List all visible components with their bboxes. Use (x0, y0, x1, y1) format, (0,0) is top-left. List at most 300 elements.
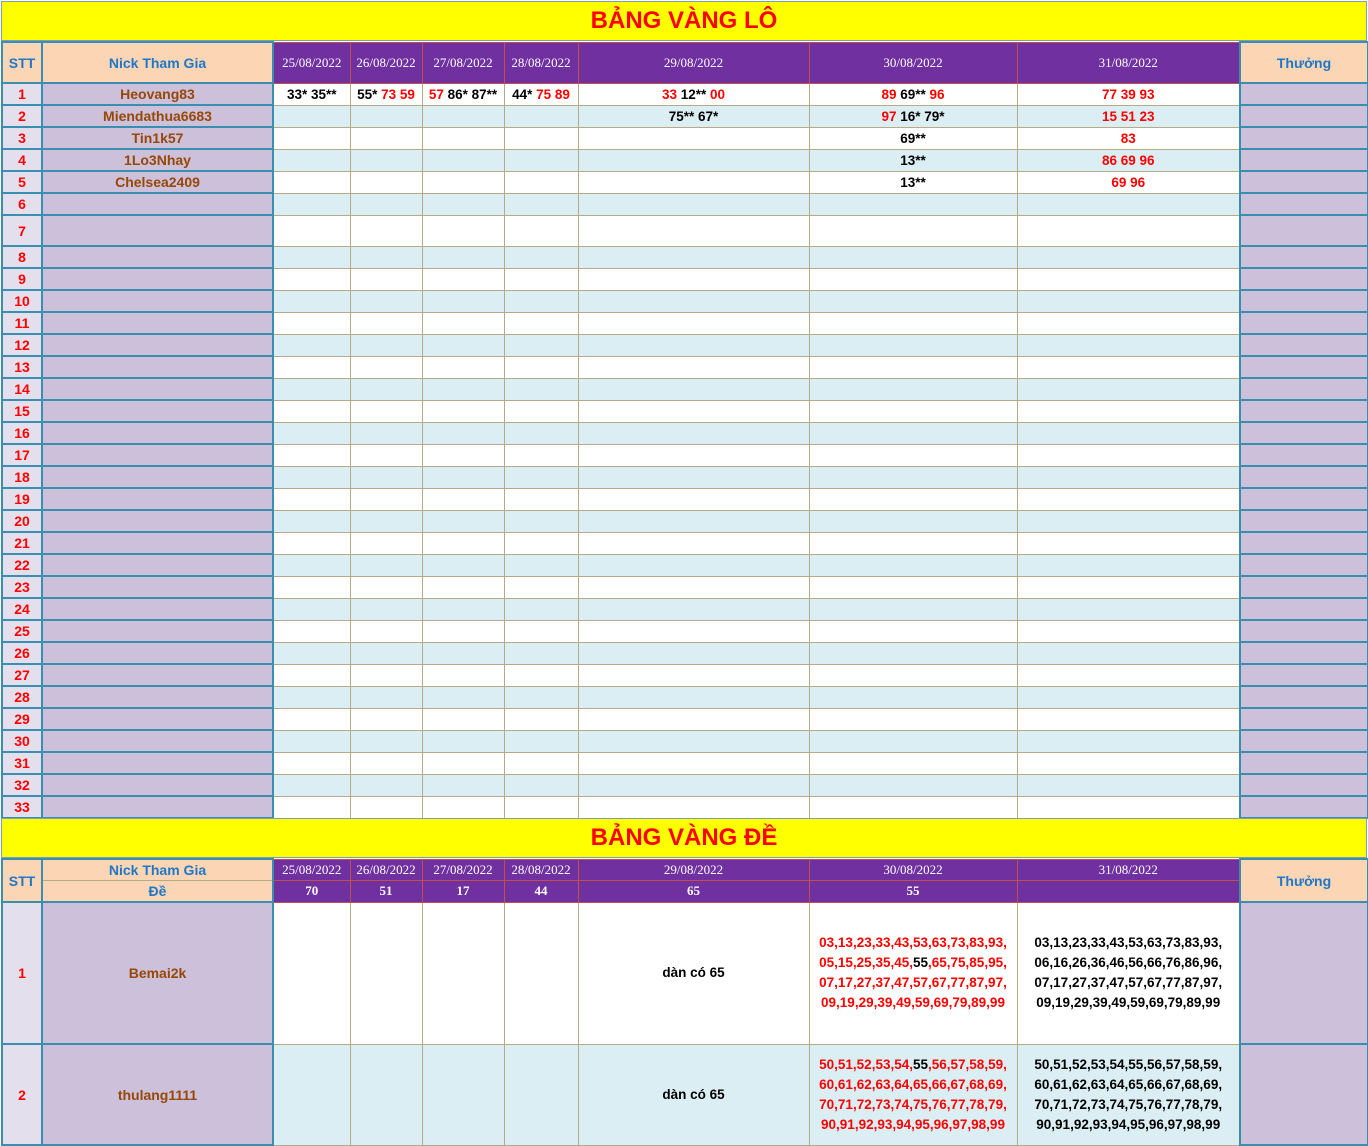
entry-number: 83 (1120, 130, 1136, 146)
entry-cell (504, 488, 578, 510)
table-row (2, 356, 1368, 378)
entry-number: 03,13,23,33,43,53,63,73,83,93, (819, 935, 1007, 950)
entry-cell (578, 127, 809, 149)
thuong-cell (1240, 246, 1368, 268)
entry-cell (422, 466, 504, 488)
entry-cell (1017, 444, 1240, 466)
entry-cell (1017, 171, 1240, 193)
entry-cell (578, 444, 809, 466)
lo-header-row (2, 42, 1368, 83)
entry-cell (273, 400, 350, 422)
entry-number: 05,15,25,35,45, (819, 955, 913, 970)
entry-cell (809, 400, 1017, 422)
stt-cell: 8 (2, 246, 42, 268)
entry-number: 86 69 96 (1101, 152, 1155, 168)
stt-cell: 2 (2, 105, 42, 127)
entry-cell (504, 171, 578, 193)
entry-cell (504, 774, 578, 796)
entry-number: 16* 79* (900, 108, 945, 124)
entry-cell (809, 620, 1017, 642)
entry-cell (578, 466, 809, 488)
entry-cell (422, 127, 504, 149)
entry-number: 96 (929, 86, 945, 102)
entry-cell (273, 902, 350, 1044)
stt-header: STT (2, 42, 42, 83)
entry-cell (422, 334, 504, 356)
entry-cell (273, 290, 350, 312)
entry-cell (504, 510, 578, 532)
table-row (2, 466, 1368, 488)
entry-cell (1017, 708, 1240, 730)
entry-cell (350, 902, 422, 1044)
stt-cell: 13 (2, 356, 42, 378)
entry-cell (273, 752, 350, 774)
entry-cell (578, 246, 809, 268)
entry-cell (809, 312, 1017, 334)
date-header: 26/08/2022 (350, 859, 422, 880)
entry-cell (350, 730, 422, 752)
entry-cell (809, 127, 1017, 149)
entry-cell (1017, 752, 1240, 774)
entry-cell (504, 290, 578, 312)
entry-cell (350, 83, 422, 105)
thuong-cell (1240, 334, 1368, 356)
entry-number: 57 (428, 86, 448, 102)
entry-cell (350, 1044, 422, 1145)
entry-cell (809, 730, 1017, 752)
entry-cell (350, 378, 422, 400)
nick-cell (42, 686, 273, 708)
entry-number: dàn có 65 (662, 965, 725, 980)
table-row (2, 686, 1368, 708)
table-row (2, 902, 1368, 1044)
nick-cell (42, 268, 273, 290)
nick-cell (42, 576, 273, 598)
thuong-cell (1240, 598, 1368, 620)
entry-number: 07,17,27,37,47,57,67,77,87,97, (819, 975, 1007, 990)
entry-cell (422, 752, 504, 774)
thuong-cell (1240, 215, 1368, 246)
entry-cell (504, 708, 578, 730)
nick-cell (42, 312, 273, 334)
date-header: 30/08/2022 (809, 42, 1017, 83)
table-row (2, 290, 1368, 312)
entry-cell (350, 708, 422, 730)
entry-cell (1017, 334, 1240, 356)
thuong-cell (1240, 554, 1368, 576)
entry-cell (809, 83, 1017, 105)
entry-cell (578, 1044, 809, 1145)
entry-cell (273, 730, 350, 752)
result-cell: 65 (578, 880, 809, 902)
entry-cell (578, 620, 809, 642)
stt-cell: 11 (2, 312, 42, 334)
entry-cell (578, 686, 809, 708)
entry-cell (422, 774, 504, 796)
entry-cell (578, 83, 809, 105)
entry-cell (578, 422, 809, 444)
thuong-header: Thưởng (1240, 859, 1368, 902)
entry-cell (350, 620, 422, 642)
stt-cell: 30 (2, 730, 42, 752)
thuong-cell (1240, 510, 1368, 532)
entry-cell (809, 1044, 1017, 1145)
entry-cell (1017, 686, 1240, 708)
stt-cell: 24 (2, 598, 42, 620)
entry-cell (578, 193, 809, 215)
entry-cell (1017, 193, 1240, 215)
entry-cell (273, 466, 350, 488)
stt-cell: 4 (2, 149, 42, 171)
entry-cell (809, 378, 1017, 400)
entry-cell (1017, 290, 1240, 312)
date-header: 27/08/2022 (422, 42, 504, 83)
stt-header: STT (2, 859, 42, 902)
entry-cell (273, 83, 350, 105)
nick-cell (42, 466, 273, 488)
thuong-cell (1240, 488, 1368, 510)
nick-header: Nick Tham Gia (42, 42, 273, 83)
nick-cell (42, 193, 273, 215)
entry-cell (422, 378, 504, 400)
entry-number: 50,51,52,53,54, (819, 1056, 913, 1072)
entry-cell (504, 598, 578, 620)
stt-cell: 27 (2, 664, 42, 686)
entry-cell (578, 576, 809, 598)
stt-cell: 19 (2, 488, 42, 510)
entry-cell (1017, 730, 1240, 752)
nick-cell (42, 334, 273, 356)
entry-number: 50,51,52,53,54,55,56,57,58,59, (1034, 1056, 1223, 1072)
entry-cell (273, 708, 350, 730)
thuong-cell (1240, 902, 1368, 1044)
entry-number: 75** 67* (668, 108, 719, 124)
entry-number: 00 (710, 86, 726, 102)
thuong-cell (1240, 171, 1368, 193)
stt-cell: 28 (2, 686, 42, 708)
entry-cell (809, 105, 1017, 127)
entry-cell (809, 488, 1017, 510)
date-header: 25/08/2022 (273, 859, 350, 880)
entry-cell (422, 730, 504, 752)
nick-cell (42, 752, 273, 774)
table-row (2, 83, 1368, 105)
entry-cell (1017, 105, 1240, 127)
entry-cell (578, 642, 809, 664)
entry-cell (809, 193, 1017, 215)
stt-cell: 10 (2, 290, 42, 312)
entry-cell (578, 171, 809, 193)
thuong-header: Thưởng (1240, 42, 1368, 83)
result-cell: 44 (504, 880, 578, 902)
entry-cell (1017, 356, 1240, 378)
entry-cell (273, 532, 350, 554)
entry-cell (504, 444, 578, 466)
entry-cell (809, 290, 1017, 312)
entry-number: 03,13,23,33,43,53,63,73,83,93, (1034, 935, 1223, 950)
thuong-cell (1240, 1044, 1368, 1145)
entry-cell (350, 356, 422, 378)
entry-cell (350, 215, 422, 246)
entry-cell (504, 466, 578, 488)
stt-cell: 7 (2, 215, 42, 246)
nick-header: Nick Tham Gia (42, 859, 273, 880)
entry-cell (578, 356, 809, 378)
table-row (2, 532, 1368, 554)
nick-cell (42, 598, 273, 620)
thuong-cell (1240, 127, 1368, 149)
table-row (2, 246, 1368, 268)
nick-cell: Tin1k57 (42, 127, 273, 149)
entry-cell (422, 576, 504, 598)
entry-cell (273, 554, 350, 576)
entry-cell (1017, 215, 1240, 246)
entry-cell (578, 400, 809, 422)
stt-cell: 9 (2, 268, 42, 290)
nick-cell (42, 708, 273, 730)
thuong-cell (1240, 532, 1368, 554)
entry-cell (504, 664, 578, 686)
thuong-cell (1240, 730, 1368, 752)
thuong-cell (1240, 83, 1368, 105)
entry-cell (350, 400, 422, 422)
entry-cell (422, 902, 504, 1044)
date-header: 31/08/2022 (1017, 42, 1240, 83)
entry-cell (1017, 127, 1240, 149)
entry-cell (809, 902, 1017, 1044)
date-header: 28/08/2022 (504, 859, 578, 880)
entry-cell (809, 422, 1017, 444)
entry-cell (504, 400, 578, 422)
stt-cell: 3 (2, 127, 42, 149)
entry-cell (504, 422, 578, 444)
entry-cell (273, 171, 350, 193)
entry-cell (350, 149, 422, 171)
entry-cell (809, 246, 1017, 268)
entry-cell (1017, 83, 1240, 105)
entry-cell (273, 378, 350, 400)
entry-cell (504, 268, 578, 290)
thuong-cell (1240, 774, 1368, 796)
date-header: 31/08/2022 (1017, 859, 1240, 880)
entry-cell (422, 83, 504, 105)
table-row (2, 708, 1368, 730)
entry-cell (504, 532, 578, 554)
entry-cell (422, 290, 504, 312)
entry-cell (422, 664, 504, 686)
entry-cell (1017, 664, 1240, 686)
entry-cell (350, 642, 422, 664)
entry-cell (1017, 620, 1240, 642)
entry-cell (504, 149, 578, 171)
entry-cell (273, 598, 350, 620)
entry-cell (422, 105, 504, 127)
entry-cell (809, 752, 1017, 774)
thuong-cell (1240, 105, 1368, 127)
date-header: 25/08/2022 (273, 42, 350, 83)
entry-number: 15 51 23 (1101, 108, 1155, 124)
thuong-cell (1240, 642, 1368, 664)
entry-cell (578, 510, 809, 532)
entry-number: 55 (912, 1056, 929, 1072)
entry-cell (504, 554, 578, 576)
entry-cell (1017, 466, 1240, 488)
entry-cell (422, 510, 504, 532)
entry-cell (578, 796, 809, 818)
entry-cell (422, 193, 504, 215)
entry-number: 90,91,92,93,94,95,96,97,98,99 (1036, 1116, 1221, 1132)
stt-cell: 29 (2, 708, 42, 730)
de-table-title: BẢNG VÀNG ĐỀ (1, 818, 1367, 858)
result-cell (1017, 880, 1240, 902)
result-cell: 51 (350, 880, 422, 902)
entry-cell (273, 1044, 350, 1145)
nick-cell (42, 532, 273, 554)
entry-cell (809, 215, 1017, 246)
stt-cell: 1 (2, 902, 42, 1044)
entry-cell (578, 215, 809, 246)
table-row (2, 664, 1368, 686)
entry-cell (273, 105, 350, 127)
thuong-cell (1240, 268, 1368, 290)
entry-cell (273, 796, 350, 818)
entry-cell (1017, 642, 1240, 664)
entry-cell (422, 554, 504, 576)
stt-cell: 20 (2, 510, 42, 532)
entry-cell (1017, 488, 1240, 510)
stt-cell: 5 (2, 171, 42, 193)
entry-cell (350, 774, 422, 796)
entry-number: 13** (900, 174, 926, 190)
entry-cell (809, 334, 1017, 356)
entry-cell (1017, 149, 1240, 171)
thuong-cell (1240, 422, 1368, 444)
entry-cell (578, 554, 809, 576)
entry-cell (350, 193, 422, 215)
entry-number: 13** (900, 152, 926, 168)
result-cell: 55 (809, 880, 1017, 902)
nick-cell (42, 246, 273, 268)
thuong-cell (1240, 466, 1368, 488)
table-row (2, 1044, 1368, 1145)
entry-cell (578, 902, 809, 1044)
entry-cell (1017, 510, 1240, 532)
entry-cell (809, 510, 1017, 532)
date-header: 28/08/2022 (504, 42, 578, 83)
table-row (2, 193, 1368, 215)
entry-number: 33* 35** (286, 86, 337, 102)
entry-cell (422, 620, 504, 642)
table-row (2, 510, 1368, 532)
thuong-cell (1240, 378, 1368, 400)
entry-cell (350, 576, 422, 598)
entry-cell (350, 290, 422, 312)
entry-number: ,65,75,85,95, (928, 955, 1007, 970)
entry-cell (273, 193, 350, 215)
entry-cell (578, 598, 809, 620)
entry-cell (350, 752, 422, 774)
entry-number: 70,71,72,73,74,75,76,77,78,79, (1034, 1096, 1223, 1112)
entry-cell (422, 356, 504, 378)
entry-cell (1017, 378, 1240, 400)
table-row (2, 642, 1368, 664)
entry-cell (422, 444, 504, 466)
entry-number: 73 59 (381, 86, 415, 102)
nick-cell (42, 642, 273, 664)
entry-cell (350, 466, 422, 488)
entry-cell (273, 444, 350, 466)
entry-cell (504, 686, 578, 708)
entry-cell (504, 127, 578, 149)
entry-cell (422, 686, 504, 708)
nick-cell: 1Lo3Nhay (42, 149, 273, 171)
entry-cell (422, 171, 504, 193)
entry-cell (422, 215, 504, 246)
entry-cell (273, 312, 350, 334)
de-table-body (2, 902, 1368, 1145)
de-table (1, 858, 1368, 1146)
table-row (2, 554, 1368, 576)
entry-number: 06,16,26,36,46,56,66,76,86,96, (1034, 955, 1223, 970)
table-row (2, 312, 1368, 334)
nick-cell (42, 290, 273, 312)
table-row (2, 774, 1368, 796)
stt-cell: 33 (2, 796, 42, 818)
table-row (2, 268, 1368, 290)
entry-cell (273, 642, 350, 664)
entry-number: 07,17,27,37,47,57,67,77,87,97, (1034, 975, 1223, 990)
entry-cell (809, 149, 1017, 171)
entry-cell (273, 215, 350, 246)
stt-cell: 31 (2, 752, 42, 774)
table-row (2, 730, 1368, 752)
stt-cell: 18 (2, 466, 42, 488)
entry-cell (504, 334, 578, 356)
table-row (2, 334, 1368, 356)
entry-cell (1017, 246, 1240, 268)
table-row (2, 796, 1368, 818)
table-row (2, 620, 1368, 642)
entry-number: 75 89 (536, 86, 570, 102)
entry-number: 69** (900, 86, 930, 102)
nick-cell: Bemai2k (42, 902, 273, 1044)
entry-cell (504, 83, 578, 105)
entry-cell (1017, 598, 1240, 620)
entry-cell (422, 488, 504, 510)
entry-cell (273, 774, 350, 796)
entry-cell (1017, 312, 1240, 334)
entry-cell (809, 466, 1017, 488)
entry-cell (504, 620, 578, 642)
entry-cell (422, 708, 504, 730)
entry-cell (809, 356, 1017, 378)
entry-cell (809, 708, 1017, 730)
entry-cell (809, 532, 1017, 554)
entry-number: 55* (357, 86, 382, 102)
thuong-cell (1240, 686, 1368, 708)
entry-cell (504, 105, 578, 127)
entry-cell (578, 774, 809, 796)
entry-cell (809, 576, 1017, 598)
entry-cell (578, 752, 809, 774)
table-row (2, 105, 1368, 127)
entry-cell (578, 378, 809, 400)
entry-number: 97 (881, 108, 901, 124)
entry-cell (350, 598, 422, 620)
entry-cell (350, 796, 422, 818)
entry-cell (350, 686, 422, 708)
entry-number: 86* 87** (447, 86, 498, 102)
